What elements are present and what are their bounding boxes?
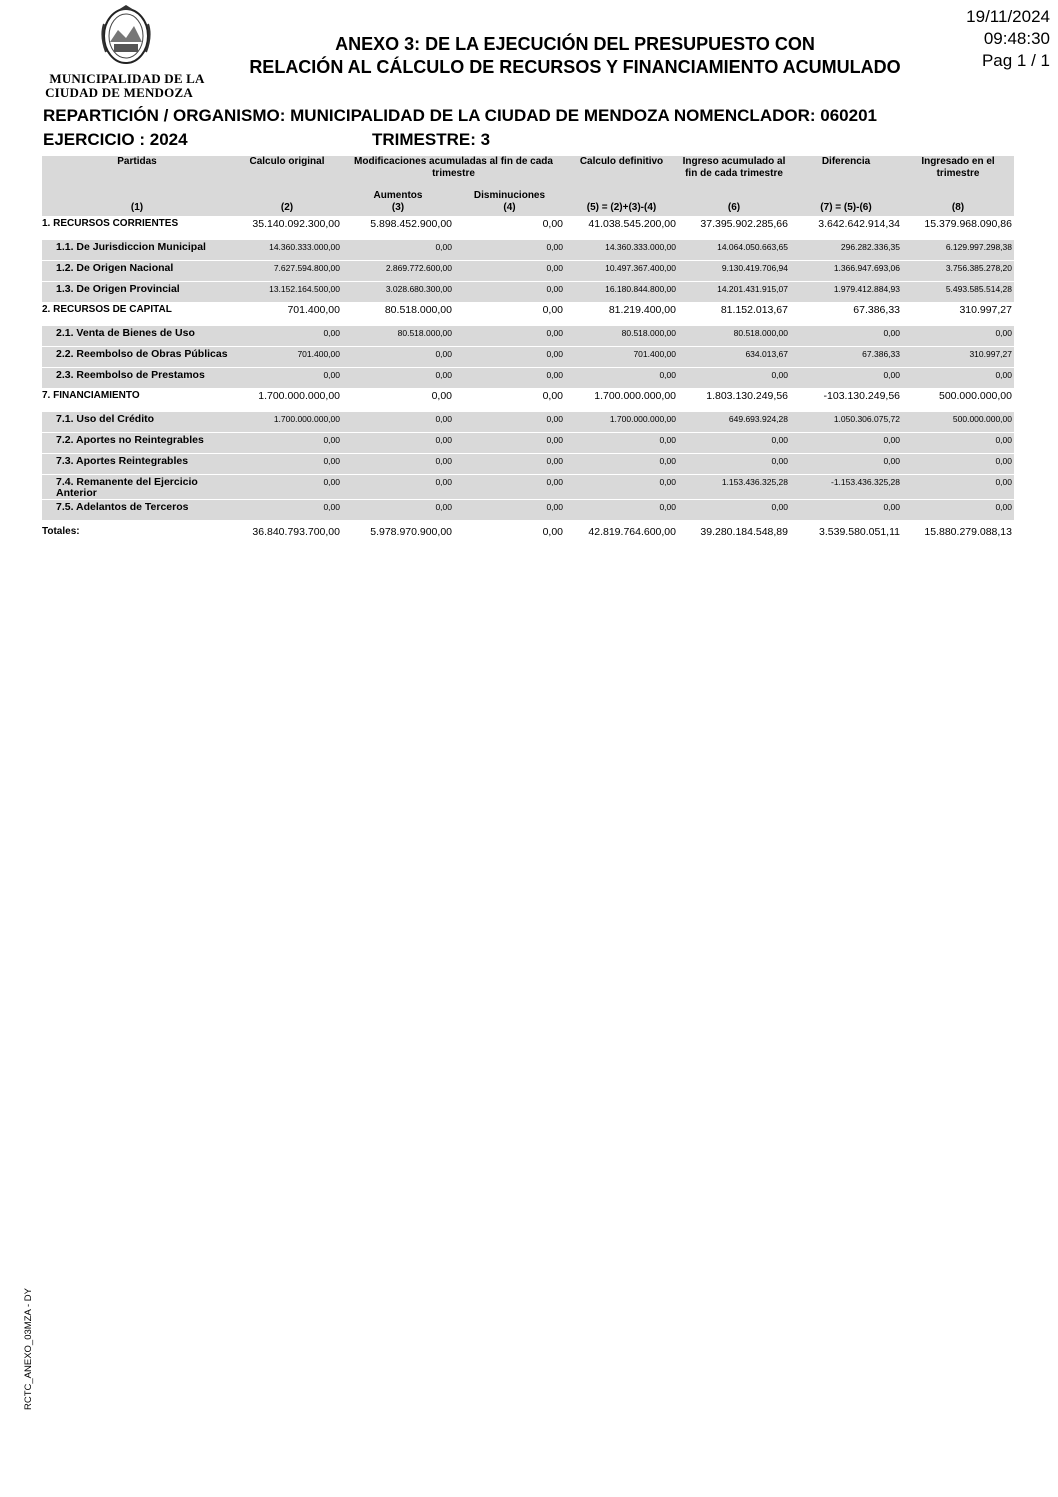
total-aumentos: 5.978.970.900,00 bbox=[370, 526, 452, 538]
calculo-definitivo-cell: 0,00 bbox=[565, 454, 678, 475]
col-2-index: (2) bbox=[232, 186, 342, 216]
table-row bbox=[42, 326, 1014, 347]
trimestre-label: TRIMESTRE: 3 bbox=[372, 130, 491, 149]
calculo-original-cell: 701.400,00 bbox=[287, 304, 340, 316]
ingreso-acumulado-cell: 14.201.431.915,07 bbox=[678, 282, 790, 303]
ingresado-cell: 3.756.385.278,20 bbox=[902, 261, 1014, 282]
aumentos-cell: 0,00 bbox=[342, 475, 454, 500]
row-label: 1.1. De Jurisdiccion Municipal bbox=[42, 240, 232, 261]
diferencia-cell: -1.153.436.325,28 bbox=[790, 475, 902, 500]
disminuciones-cell: 0,00 bbox=[454, 454, 565, 475]
total-ingreso-acumulado: 39.280.184.548,89 bbox=[700, 526, 788, 538]
report-title bbox=[200, 33, 950, 79]
table-row bbox=[42, 302, 1014, 326]
total-diferencia: 3.539.580.051,11 bbox=[819, 526, 900, 538]
calculo-original-cell: 14.360.333.000,00 bbox=[232, 240, 342, 261]
diferencia-cell: 0,00 bbox=[790, 454, 902, 475]
aumentos-cell: 0,00 bbox=[342, 433, 454, 454]
table-body bbox=[42, 216, 1014, 546]
ingreso-acumulado-cell: 80.518.000,00 bbox=[678, 326, 790, 347]
table-row bbox=[42, 347, 1014, 368]
disminuciones-cell: 0,00 bbox=[454, 240, 565, 261]
ingreso-acumulado-cell: 0,00 bbox=[678, 454, 790, 475]
table-row bbox=[42, 412, 1014, 433]
diferencia-cell: 0,00 bbox=[790, 368, 902, 389]
report-code: RCTC_ANEXO_03MZA - DY bbox=[23, 1288, 34, 1410]
ingresado-cell: 6.129.997.298,38 bbox=[902, 240, 1014, 261]
calculo-definitivo-cell: 0,00 bbox=[565, 500, 678, 521]
ingreso-acumulado-cell: 81.152.013,67 bbox=[720, 304, 788, 316]
diferencia-cell: 1.979.412.884,93 bbox=[790, 282, 902, 303]
calculo-original-cell: 0,00 bbox=[232, 326, 342, 347]
row-label: 2.2. Reembolso de Obras Públicas bbox=[42, 347, 232, 368]
table-row bbox=[42, 240, 1014, 261]
row-label: 7.5. Adelantos de Terceros bbox=[42, 500, 232, 521]
col-calculo-definitivo-header: Calculo definitivo bbox=[565, 156, 678, 186]
col-modificaciones-header: Modificaciones acumuladas al fin de cada trimestre bbox=[342, 156, 565, 186]
total-calculo-definitivo: 42.819.764.600,00 bbox=[588, 526, 676, 538]
col-calculo-original-header: Calculo original bbox=[232, 156, 342, 186]
calculo-original-cell: 35.140.092.300,00 bbox=[252, 218, 340, 230]
header-row-1 bbox=[42, 156, 1014, 186]
diferencia-cell: 0,00 bbox=[790, 500, 902, 521]
row-label: 2. RECURSOS DE CAPITAL bbox=[42, 304, 172, 315]
row-label: 1.2. De Origen Nacional bbox=[42, 261, 232, 282]
report-time: 09:48:30 bbox=[983, 29, 1050, 48]
ejercicio-label: EJERCICIO : 2024 bbox=[43, 130, 188, 149]
row-label: 7.1. Uso del Crédito bbox=[42, 412, 232, 433]
title-line-2: RELACIÓN AL CÁLCULO DE RECURSOS Y FINANCIAMIENTO ACUMULADO bbox=[249, 57, 901, 77]
disminuciones-cell: 0,00 bbox=[454, 347, 565, 368]
calculo-definitivo-cell: 1.700.000.000,00 bbox=[565, 412, 678, 433]
aumentos-cell: 0,00 bbox=[431, 390, 452, 402]
ingresado-cell: 0,00 bbox=[902, 454, 1014, 475]
table-row bbox=[42, 368, 1014, 389]
calculo-original-cell: 13.152.164.500,00 bbox=[232, 282, 342, 303]
calculo-definitivo-cell: 81.219.400,00 bbox=[608, 304, 676, 316]
disminuciones-cell: 0,00 bbox=[454, 326, 565, 347]
disminuciones-cell: 0,00 bbox=[454, 500, 565, 521]
table-row bbox=[42, 216, 1014, 240]
calculo-original-cell: 0,00 bbox=[232, 475, 342, 500]
aumentos-cell: 5.898.452.900,00 bbox=[370, 218, 452, 230]
aumentos-cell: 0,00 bbox=[342, 240, 454, 261]
diferencia-cell: 1.366.947.693,06 bbox=[790, 261, 902, 282]
row-label: 1. RECURSOS CORRIENTES bbox=[42, 218, 179, 229]
table-row bbox=[42, 261, 1014, 282]
ingreso-acumulado-cell: 9.130.419.706,94 bbox=[678, 261, 790, 282]
ingreso-acumulado-cell: 37.395.902.285,66 bbox=[700, 218, 788, 230]
col-diferencia-header: Diferencia bbox=[790, 156, 902, 186]
disminuciones-cell: 0,00 bbox=[542, 390, 563, 402]
col-ingreso-acumulado-header: Ingreso acumulado al fin de cada trimestre bbox=[678, 156, 790, 186]
ingresado-cell: 15.379.968.090,86 bbox=[924, 218, 1012, 230]
table-row bbox=[42, 475, 1014, 500]
col-4-index: (4) bbox=[503, 202, 516, 213]
logo-line-2: CIUDAD DE MENDOZA bbox=[45, 85, 193, 100]
logo-line-1: MUNICIPALIDAD DE LA bbox=[49, 71, 205, 86]
aumentos-cell: 3.028.680.300,00 bbox=[342, 282, 454, 303]
ingresado-cell: 0,00 bbox=[902, 500, 1014, 521]
total-ingresado: 15.880.279.088,13 bbox=[924, 526, 1012, 538]
aumentos-label: Aumentos bbox=[373, 190, 423, 201]
total-disminuciones: 0,00 bbox=[542, 526, 563, 538]
aumentos-cell: 80.518.000,00 bbox=[384, 304, 452, 316]
aumentos-cell: 0,00 bbox=[342, 412, 454, 433]
table-row bbox=[42, 500, 1014, 521]
diferencia-cell: 296.282.336,35 bbox=[790, 240, 902, 261]
calculo-definitivo-cell: 10.497.367.400,00 bbox=[565, 261, 678, 282]
report-date: 19/11/2024 bbox=[966, 7, 1050, 26]
calculo-definitivo-cell: 0,00 bbox=[565, 475, 678, 500]
diferencia-cell: 3.642.642.914,34 bbox=[818, 218, 900, 230]
col-partidas-header: Partidas bbox=[42, 156, 232, 186]
disminuciones-cell: 0,00 bbox=[542, 304, 563, 316]
disminuciones-cell: 0,00 bbox=[454, 475, 565, 500]
calculo-original-cell: 7.627.594.800,00 bbox=[232, 261, 342, 282]
row-label: 7.4. Remanente del Ejercicio Anterior bbox=[42, 475, 232, 500]
disminuciones-cell: 0,00 bbox=[454, 433, 565, 454]
ingresado-cell: 5.493.585.514,28 bbox=[902, 282, 1014, 303]
ingresado-cell: 500.000.000,00 bbox=[902, 412, 1014, 433]
ingresado-cell: 310.997,27 bbox=[902, 347, 1014, 368]
col-ingresado-header: Ingresado en el trimestre bbox=[902, 156, 1014, 186]
calculo-original-cell: 701.400,00 bbox=[232, 347, 342, 368]
ingresado-cell: 0,00 bbox=[902, 433, 1014, 454]
disminuciones-label: Disminuciones bbox=[473, 190, 546, 201]
ingreso-acumulado-cell: 0,00 bbox=[678, 433, 790, 454]
disminuciones-cell: 0,00 bbox=[454, 282, 565, 303]
coat-of-arms-icon bbox=[96, 4, 156, 70]
calculo-original-cell: 1.700.000.000,00 bbox=[232, 412, 342, 433]
table-row bbox=[42, 388, 1014, 412]
diferencia-cell: -103.130.249,56 bbox=[823, 390, 900, 402]
totals-row bbox=[42, 520, 1014, 546]
diferencia-cell: 0,00 bbox=[790, 326, 902, 347]
col-disminuciones-header bbox=[454, 186, 565, 216]
calculo-original-cell: 0,00 bbox=[232, 454, 342, 475]
diferencia-cell: 1.050.306.075,72 bbox=[790, 412, 902, 433]
row-label: 1.3. De Origen Provincial bbox=[42, 282, 232, 303]
ingreso-acumulado-cell: 1.153.436.325,28 bbox=[678, 475, 790, 500]
row-label: 7.2. Aportes no Reintegrables bbox=[42, 433, 232, 454]
table-row bbox=[42, 282, 1014, 303]
calculo-original-cell: 1.700.000.000,00 bbox=[258, 390, 340, 402]
municipal-logo bbox=[44, 4, 210, 100]
ingresado-cell: 0,00 bbox=[902, 368, 1014, 389]
calculo-definitivo-cell: 1.700.000.000,00 bbox=[594, 390, 676, 402]
aumentos-cell: 0,00 bbox=[342, 500, 454, 521]
header-row-2 bbox=[42, 186, 1014, 216]
ingreso-acumulado-cell: 0,00 bbox=[678, 500, 790, 521]
ingresado-cell: 500.000.000,00 bbox=[939, 390, 1012, 402]
diferencia-cell: 67.386,33 bbox=[853, 304, 900, 316]
title-line-1: ANEXO 3: DE LA EJECUCIÓN DEL PRESUPUESTO CON bbox=[335, 34, 815, 54]
diferencia-cell: 0,00 bbox=[790, 433, 902, 454]
aumentos-cell: 0,00 bbox=[342, 454, 454, 475]
col-6-index: (6) bbox=[678, 186, 790, 216]
aumentos-cell: 0,00 bbox=[342, 347, 454, 368]
total-calculo-original: 36.840.793.700,00 bbox=[252, 526, 340, 538]
calculo-original-cell: 0,00 bbox=[232, 500, 342, 521]
aumentos-cell: 2.869.772.600,00 bbox=[342, 261, 454, 282]
col-3-index: (3) bbox=[391, 202, 405, 213]
ingresado-cell: 310.997,27 bbox=[959, 304, 1012, 316]
ingreso-acumulado-cell: 634.013,67 bbox=[678, 347, 790, 368]
calculo-definitivo-cell: 0,00 bbox=[565, 368, 678, 389]
calculo-definitivo-cell: 41.038.545.200,00 bbox=[588, 218, 676, 230]
row-label: 7.3. Aportes Reintegrables bbox=[42, 454, 232, 475]
ingreso-acumulado-cell: 1.803.130.249,56 bbox=[706, 390, 788, 402]
row-label: 7. FINANCIAMIENTO bbox=[42, 390, 140, 401]
calculo-definitivo-cell: 16.180.844.800,00 bbox=[565, 282, 678, 303]
row-label: 2.1. Venta de Bienes de Uso bbox=[42, 326, 232, 347]
calculo-definitivo-cell: 0,00 bbox=[565, 433, 678, 454]
disminuciones-cell: 0,00 bbox=[542, 218, 563, 230]
calculo-definitivo-cell: 701.400,00 bbox=[565, 347, 678, 368]
reparticion-line: REPARTICIÓN / ORGANISMO: MUNICIPALIDAD DE LA CIUDAD DE MENDOZA NOMENCLADOR: 060201 bbox=[43, 106, 877, 125]
aumentos-cell: 0,00 bbox=[342, 368, 454, 389]
report-meta bbox=[966, 6, 1050, 72]
table-row bbox=[42, 454, 1014, 475]
ingreso-acumulado-cell: 14.064.050.663,65 bbox=[678, 240, 790, 261]
col-8-index: (8) bbox=[902, 186, 1014, 216]
table-row bbox=[42, 433, 1014, 454]
budget-table bbox=[42, 156, 1014, 546]
ingresado-cell: 0,00 bbox=[902, 326, 1014, 347]
disminuciones-cell: 0,00 bbox=[454, 412, 565, 433]
col-5-index: (5) = (2)+(3)-(4) bbox=[565, 186, 678, 216]
col-7-index: (7) = (5)-(6) bbox=[790, 186, 902, 216]
ingreso-acumulado-cell: 0,00 bbox=[678, 368, 790, 389]
calculo-definitivo-cell: 80.518.000,00 bbox=[565, 326, 678, 347]
col-1-index: (1) bbox=[42, 186, 232, 216]
totals-label: Totales: bbox=[42, 526, 80, 537]
calculo-original-cell: 0,00 bbox=[232, 368, 342, 389]
calculo-original-cell: 0,00 bbox=[232, 433, 342, 454]
ingresado-cell: 0,00 bbox=[902, 475, 1014, 500]
page-number: Pag 1 / 1 bbox=[981, 51, 1050, 70]
calculo-definitivo-cell: 14.360.333.000,00 bbox=[565, 240, 678, 261]
aumentos-cell: 80.518.000,00 bbox=[342, 326, 454, 347]
disminuciones-cell: 0,00 bbox=[454, 261, 565, 282]
ingreso-acumulado-cell: 649.693.924,28 bbox=[678, 412, 790, 433]
row-label: 2.3. Reembolso de Prestamos bbox=[42, 368, 232, 389]
disminuciones-cell: 0,00 bbox=[454, 368, 565, 389]
col-aumentos-header bbox=[342, 186, 454, 216]
diferencia-cell: 67.386,33 bbox=[790, 347, 902, 368]
